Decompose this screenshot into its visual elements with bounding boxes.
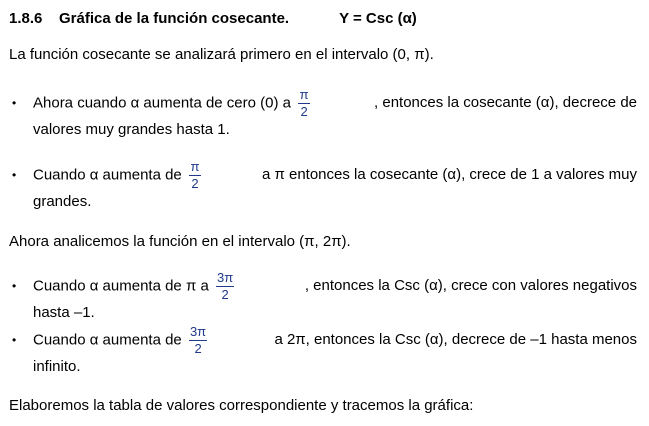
fraction-denominator: 2	[191, 175, 199, 191]
section-formula: Y = Csc (α)	[339, 10, 417, 27]
bullet-4-text-end: a 2π, entonces la Csc (α), decrece de –1 hasta menos	[274, 331, 637, 348]
bullet-4-text-start: Cuando α aumenta de	[33, 330, 182, 348]
bullet-1-text-start: Ahora cuando α aumenta de cero (0) a	[33, 93, 291, 111]
section-title: Gráfica de la función cosecante.	[59, 10, 290, 27]
closing-paragraph: Elaboremos la tabla de valores correspondiente y tracemos la gráfica:	[9, 397, 474, 414]
bullet-4-line-2: infinito.	[33, 358, 81, 375]
bullet-marker: •	[12, 279, 17, 293]
bullet-2-line-2: grandes.	[33, 193, 92, 210]
fraction-3pi-over-2	[216, 271, 234, 302]
fraction-3pi-over-2	[189, 325, 207, 356]
fraction-denominator: 2	[221, 286, 229, 302]
section-heading	[9, 10, 417, 27]
bullet-1-line-1	[33, 86, 637, 120]
fraction-numerator: 3π	[189, 323, 207, 339]
bullet-marker: •	[12, 96, 17, 110]
bullet-1-text-end: , entonces la cosecante (α), decrece de	[374, 94, 637, 111]
bullet-marker: •	[12, 333, 17, 347]
fraction-denominator: 2	[194, 340, 202, 356]
bullet-3-line-1	[33, 269, 637, 303]
fraction-numerator: π	[299, 86, 309, 102]
section-number: 1.8.6	[9, 10, 43, 27]
fraction-pi-over-2	[298, 88, 310, 119]
bullet-2-text-start: Cuando α aumenta de	[33, 165, 182, 183]
interval-paragraph: Ahora analicemos la función en el intervalo (π, 2π).	[9, 233, 351, 250]
fraction-denominator: 2	[300, 103, 308, 119]
intro-paragraph: La función cosecante se analizará primero en el intervalo (0, π).	[9, 46, 434, 63]
fraction-pi-over-2	[189, 160, 201, 191]
bullet-4-line-1	[33, 323, 637, 357]
bullet-2-text-end: a π entonces la cosecante (α), crece de 1 a valores muy	[261, 166, 637, 183]
bullet-3-line-2: hasta –1.	[33, 304, 95, 321]
bullet-3-text-end: , entonces la Csc (α), crece con valores negativos	[304, 277, 637, 294]
bullet-1-line-2: valores muy grandes hasta 1.	[33, 121, 230, 138]
fraction-numerator: π	[190, 158, 200, 174]
fraction-numerator: 3π	[216, 269, 234, 285]
bullet-marker: •	[12, 168, 17, 182]
bullet-3-text-start: Cuando α aumenta de π a	[33, 276, 209, 294]
bullet-2-line-1	[33, 158, 637, 192]
